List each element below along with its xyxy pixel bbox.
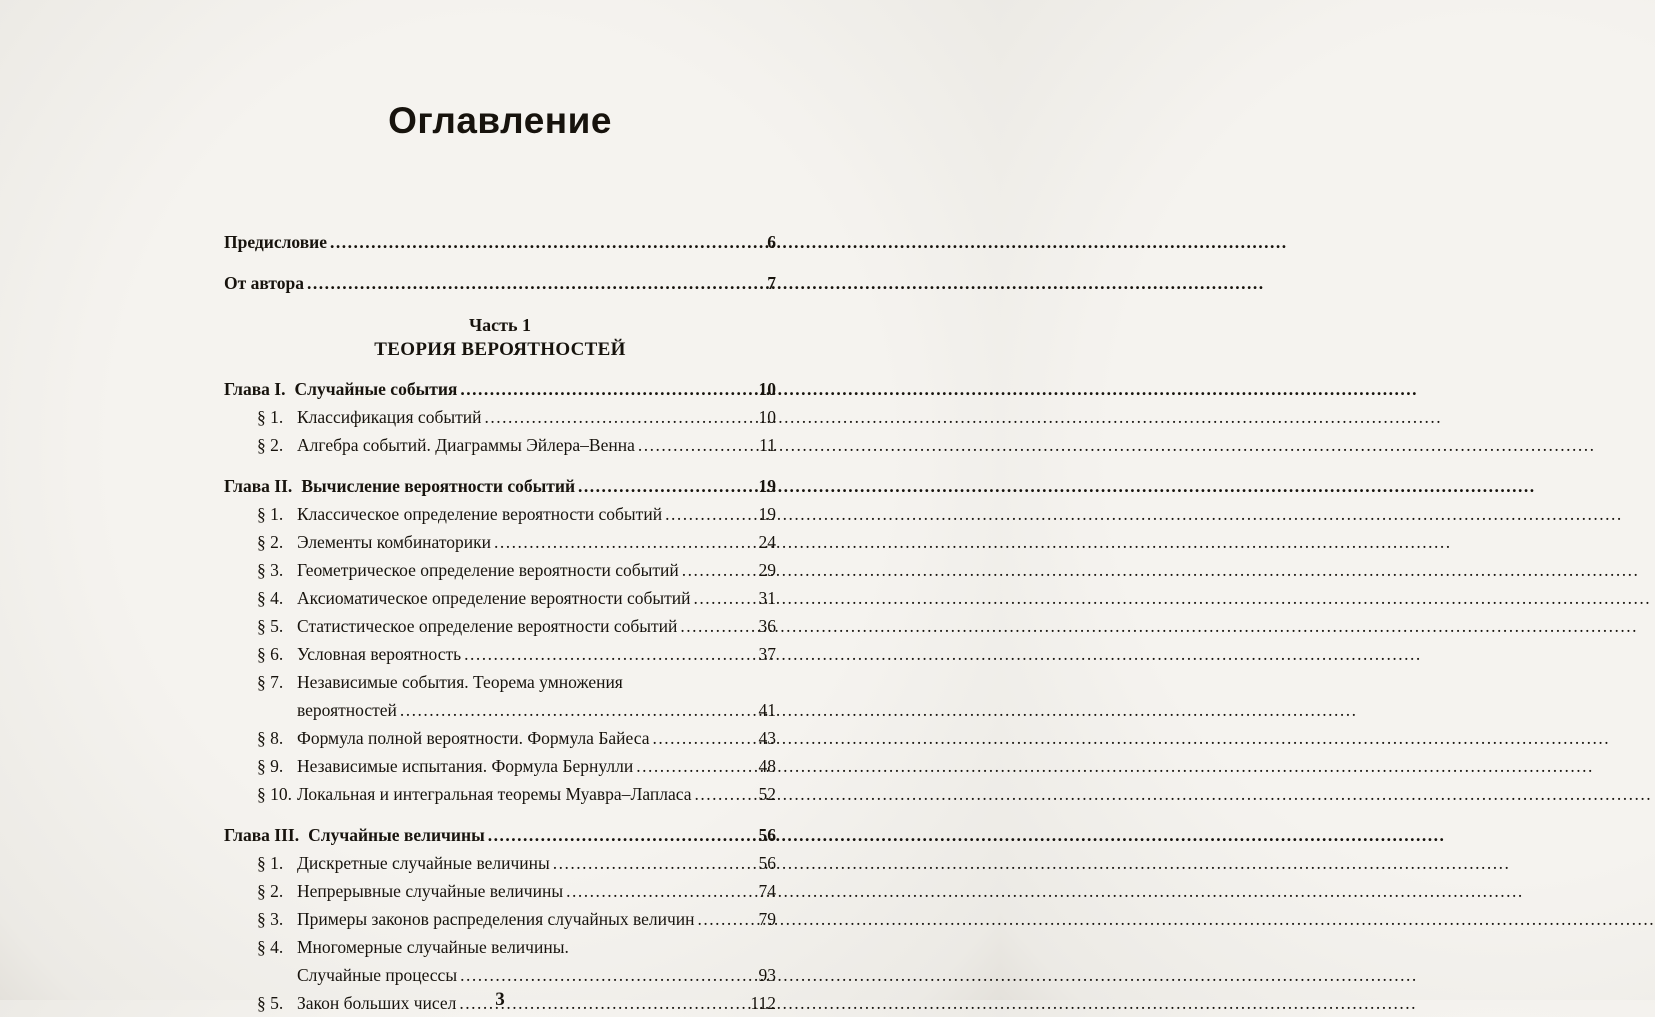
toc-entry [224,584,776,612]
section-number: § 3. [257,909,284,929]
dot-leader [553,849,747,877]
toc-page-number: 10 [758,379,776,399]
chapter-label: Глава II. [224,476,293,496]
toc-entry [224,556,776,584]
section-number: § 3. [257,560,284,580]
chapter-label: Глава I. [224,379,286,399]
section-title-continuation: вероятностей [297,700,397,720]
dot-leader [698,905,747,933]
toc-page-number: 56 [758,853,776,873]
part-heading [224,314,776,362]
section-number: § 10. [257,784,292,804]
toc-page-number: 19 [758,504,776,524]
toc-page-number: 31 [758,588,776,608]
dot-leader [682,556,747,584]
section-number: § 7. [257,672,284,692]
toc-entry [224,612,776,640]
chapter-title: Вычисление вероятности событий [301,476,576,496]
dot-leader [680,612,747,640]
toc-entry [224,403,776,431]
toc-page-number: 11 [759,435,776,455]
section-number: § 4. [257,937,284,957]
section-number: § 5. [257,616,284,636]
section-number: § 1. [257,407,284,427]
chapter-title: Случайные события [294,379,458,399]
section-title: Условная вероятность [297,644,462,664]
toc-page-number: 10 [758,407,776,427]
toc-chapter-1 [224,375,776,403]
dot-leader [307,269,747,297]
toc-entry [224,640,776,668]
section-number: § 2. [257,881,284,901]
toc-page-number: 41 [758,700,776,720]
dot-leader [494,528,747,556]
toc-page-number: 112 [750,993,776,1013]
page-title: Оглавление [388,100,612,141]
section-number: § 2. [257,532,284,552]
section-title: Дискретные случайные величины [297,853,550,873]
toc-entry [224,500,776,528]
section-number: § 5. [257,993,284,1013]
dot-leader [488,821,747,849]
dot-leader [566,877,747,905]
dot-leader [638,431,747,459]
section-title: Непрерывные случайные величины [297,881,564,901]
dot-leader [694,780,747,808]
toc-page-number: 43 [758,728,776,748]
section-number: § 6. [257,644,284,664]
section-title-continuation: Случайные процессы [297,965,458,985]
toc-page-number: 6 [767,232,776,252]
dot-leader [400,696,747,724]
toc-entry [224,933,776,989]
dot-leader [460,961,747,989]
section-title: Многомерные случайные величины. [297,937,569,957]
toc-entry [224,431,776,459]
section-number: § 8. [257,728,284,748]
section-number: § 2. [257,435,284,455]
section-title: Классическое определение вероятности событий [297,504,663,524]
chapter-label: Глава III. [224,825,300,845]
section-title: Закон больших чисел [297,993,457,1013]
folio-page-number: 3 [495,989,505,1010]
dot-leader [652,724,747,752]
section-number: § 1. [257,504,284,524]
dot-leader [464,640,747,668]
toc-entry [224,877,776,905]
toc-page-number: 37 [758,644,776,664]
dot-leader [578,472,747,500]
section-title: Локальная и интегральная теоремы Муавра–Лапласа [297,784,692,804]
dot-leader [485,403,748,431]
toc-chapter-3 [224,821,776,849]
toc-chapter-2 [224,472,776,500]
toc-page-number: 56 [758,825,776,845]
toc-page-number: 36 [758,616,776,636]
section-title: Аксиоматическое определение вероятности событий [297,588,691,608]
toc-page-number: 74 [758,881,776,901]
section-title: Элементы комбинаторики [297,532,492,552]
toc-entry [224,752,776,780]
toc-entry-ot-avtora [224,269,776,297]
chapter-title: Случайные величины [308,825,485,845]
part-kicker: Часть 1 [468,315,532,335]
part-title: ТЕОРИЯ ВЕРОЯТНОСТЕЙ [374,339,626,360]
toc-entry [224,668,776,724]
toc-entry [224,528,776,556]
section-title: Алгебра событий. Диаграммы Эйлера–Венна [297,435,635,455]
toc-entry [224,849,776,877]
toc-page-number: 93 [758,965,776,985]
section-title: Примеры законов распределения случайных величин [297,909,695,929]
section-title: Независимые испытания. Формула Бернулли [297,756,634,776]
toc-entry [224,724,776,752]
section-number: § 1. [257,853,284,873]
toc-entry [224,780,776,808]
dot-leader [694,584,747,612]
toc-page-number: 52 [758,784,776,804]
section-title: Независимые события. Теорема умножения [297,672,623,692]
dot-leader [665,500,747,528]
section-number: § 4. [257,588,284,608]
toc-entry-predislovie [224,228,776,256]
dot-leader [460,375,747,403]
toc-label: Предисловие [224,232,328,252]
section-number: § 9. [257,756,284,776]
toc-page-number: 29 [758,560,776,580]
toc-entry [224,905,776,933]
dot-leader [636,752,747,780]
section-title: Статистическое определение вероятности событий [297,616,678,636]
toc-page-number: 79 [758,909,776,929]
section-title: Геометрическое определение вероятности событий [297,560,679,580]
toc-page-number: 24 [758,532,776,552]
toc-page-number: 7 [767,273,776,293]
table-of-contents [224,228,776,1017]
section-title: Формула полной вероятности. Формула Байеса [297,728,650,748]
dot-leader [330,228,747,256]
section-title: Классификация событий [297,407,482,427]
toc-page-number: 48 [758,756,776,776]
toc-page-number: 19 [758,476,776,496]
toc-label: От автора [224,273,304,293]
